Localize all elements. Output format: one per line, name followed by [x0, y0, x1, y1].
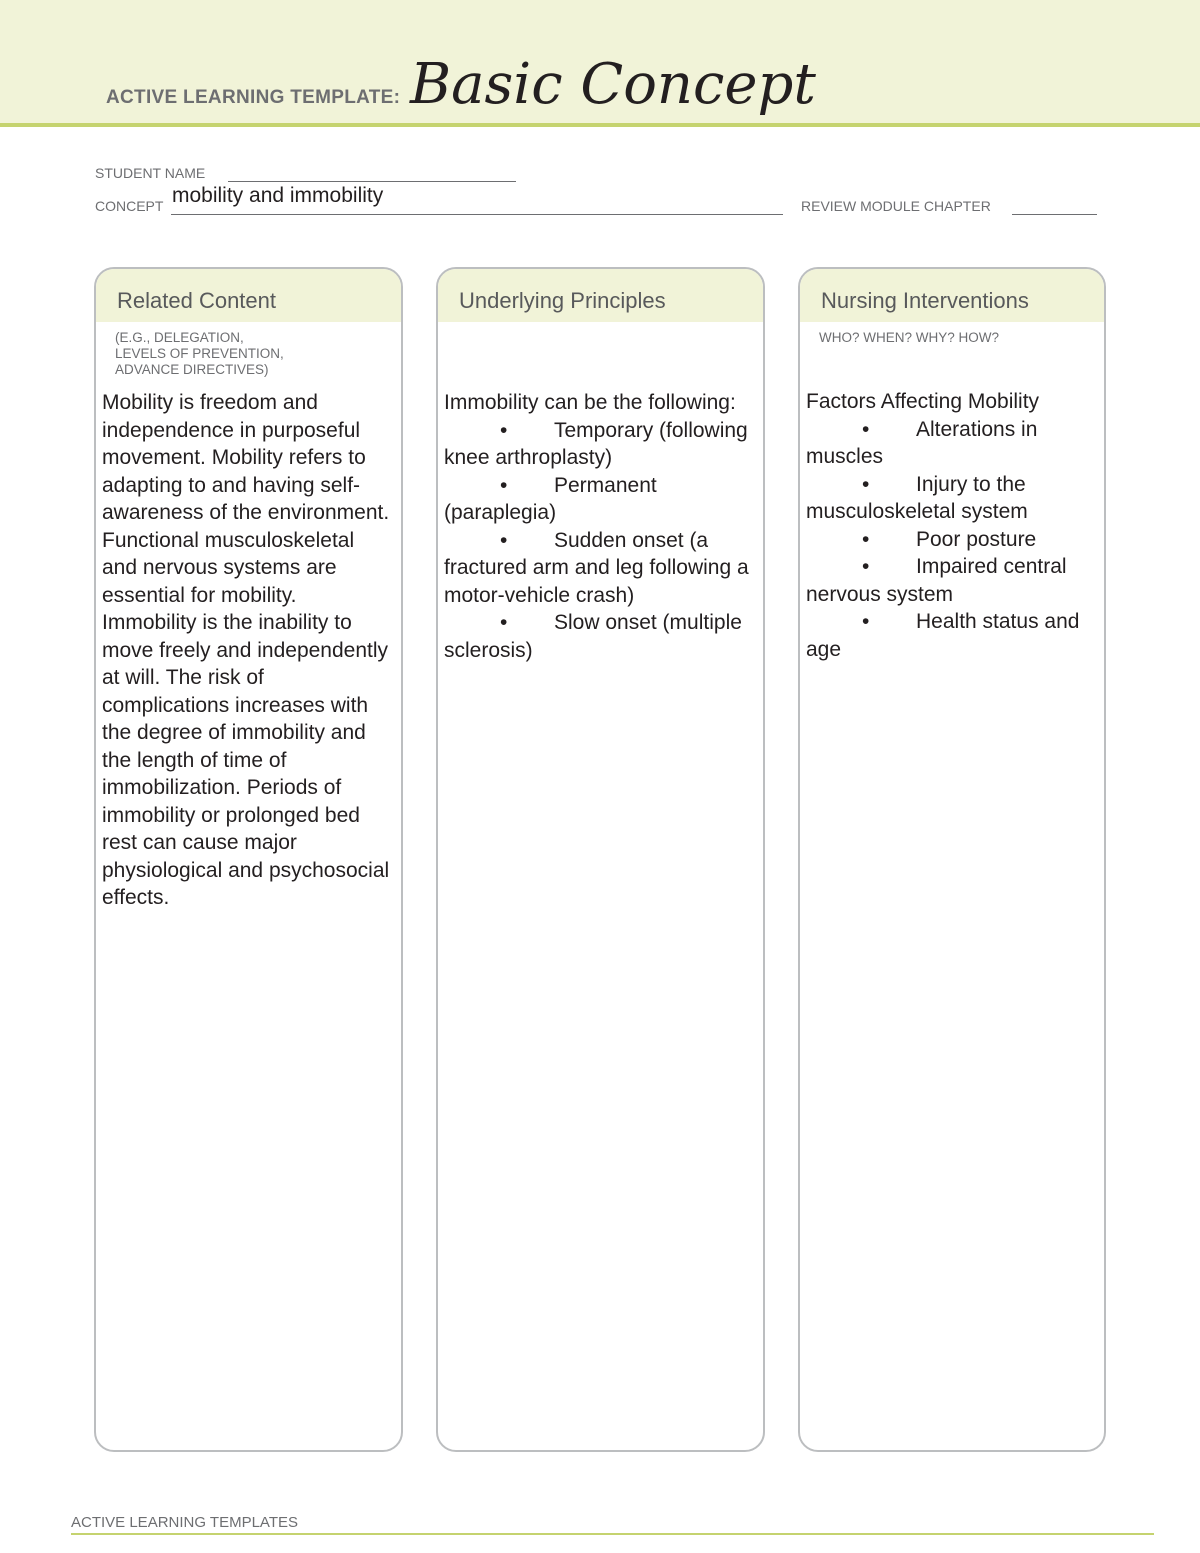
bullet-icon: • — [500, 473, 508, 497]
concept-label: CONCEPT — [95, 198, 164, 214]
concept-value: mobility and immobility — [172, 184, 384, 207]
list-item: • Injury to the musculoskeletal system — [806, 472, 1028, 523]
list-item: • Health status and age — [806, 610, 1080, 661]
bullet-icon: • — [862, 555, 870, 578]
bullet-icon: • — [862, 610, 870, 633]
review-module-label: REVIEW MODULE CHAPTER — [801, 198, 991, 214]
footer-divider — [71, 1533, 1154, 1535]
template-label: ACTIVE LEARNING TEMPLATE: — [106, 87, 401, 108]
principles-intro: Immobility can be the following: — [444, 391, 736, 414]
list-item: • Temporary (following knee arthroplasty) — [444, 418, 748, 469]
list-item: • Alterations in muscles — [806, 417, 1038, 468]
subtitle-line: LEVELS OF PREVENTION, — [115, 346, 284, 361]
nursing-interventions-card — [798, 267, 1106, 1452]
related-content-card — [94, 267, 403, 1452]
related-content-body[interactable] — [102, 389, 393, 912]
related-content-subtitle — [115, 330, 284, 378]
bullet-icon: • — [500, 611, 508, 634]
subtitle-line: (E.G., DELEGATION, — [115, 330, 244, 345]
list-item: • Slow onset (multiple sclerosis) — [444, 611, 742, 662]
interventions-intro: Factors Affecting Mobility — [806, 390, 1040, 413]
footer-label: ACTIVE LEARNING TEMPLATES — [71, 1514, 298, 1531]
bullet-icon: • — [500, 528, 508, 552]
list-item: • Poor posture — [806, 526, 1096, 554]
bullet-icon: • — [500, 418, 508, 442]
nursing-interventions-subtitle: WHO? WHEN? WHY? HOW? — [819, 330, 1000, 345]
list-item: • Sudden onset (a fractured arm and leg following a motor-vehicle crash) — [444, 528, 749, 607]
student-name-label: STUDENT NAME — [95, 165, 206, 181]
underlying-principles-card — [436, 267, 765, 1452]
template-title: Basic Concept — [410, 52, 816, 117]
student-name-field[interactable] — [228, 181, 516, 182]
review-module-field[interactable] — [1012, 214, 1097, 215]
related-content-title: Related Content — [117, 288, 276, 313]
related-content-text: Mobility is freedom and independence in purposeful movement. Mobility refers to adapting to and having self-awareness of the environment. Functional musculoskeletal and nervous systems are essential for mobility. Immobility is the inability to move freely and independently at will. The risk of complications increases with the degree of immobility and the length of time of immobilization. Periods of immobility or prolonged bed rest can cause major physiological and psychosocial effects. — [102, 391, 390, 909]
bullet-icon: • — [862, 472, 870, 496]
bullet-icon: • — [862, 527, 870, 551]
list-item: • Permanent (paraplegia) — [444, 473, 657, 524]
nursing-interventions-body[interactable] — [806, 388, 1096, 663]
underlying-principles-title: Underlying Principles — [459, 288, 666, 313]
underlying-principles-body[interactable] — [444, 389, 755, 664]
bullet-icon: • — [862, 417, 870, 441]
header-divider — [0, 123, 1200, 127]
nursing-interventions-title: Nursing Interventions — [821, 288, 1029, 313]
concept-field[interactable] — [171, 214, 783, 215]
subtitle-line: ADVANCE DIRECTIVES) — [115, 362, 269, 377]
list-item: • Impaired central nervous system — [806, 555, 1067, 606]
